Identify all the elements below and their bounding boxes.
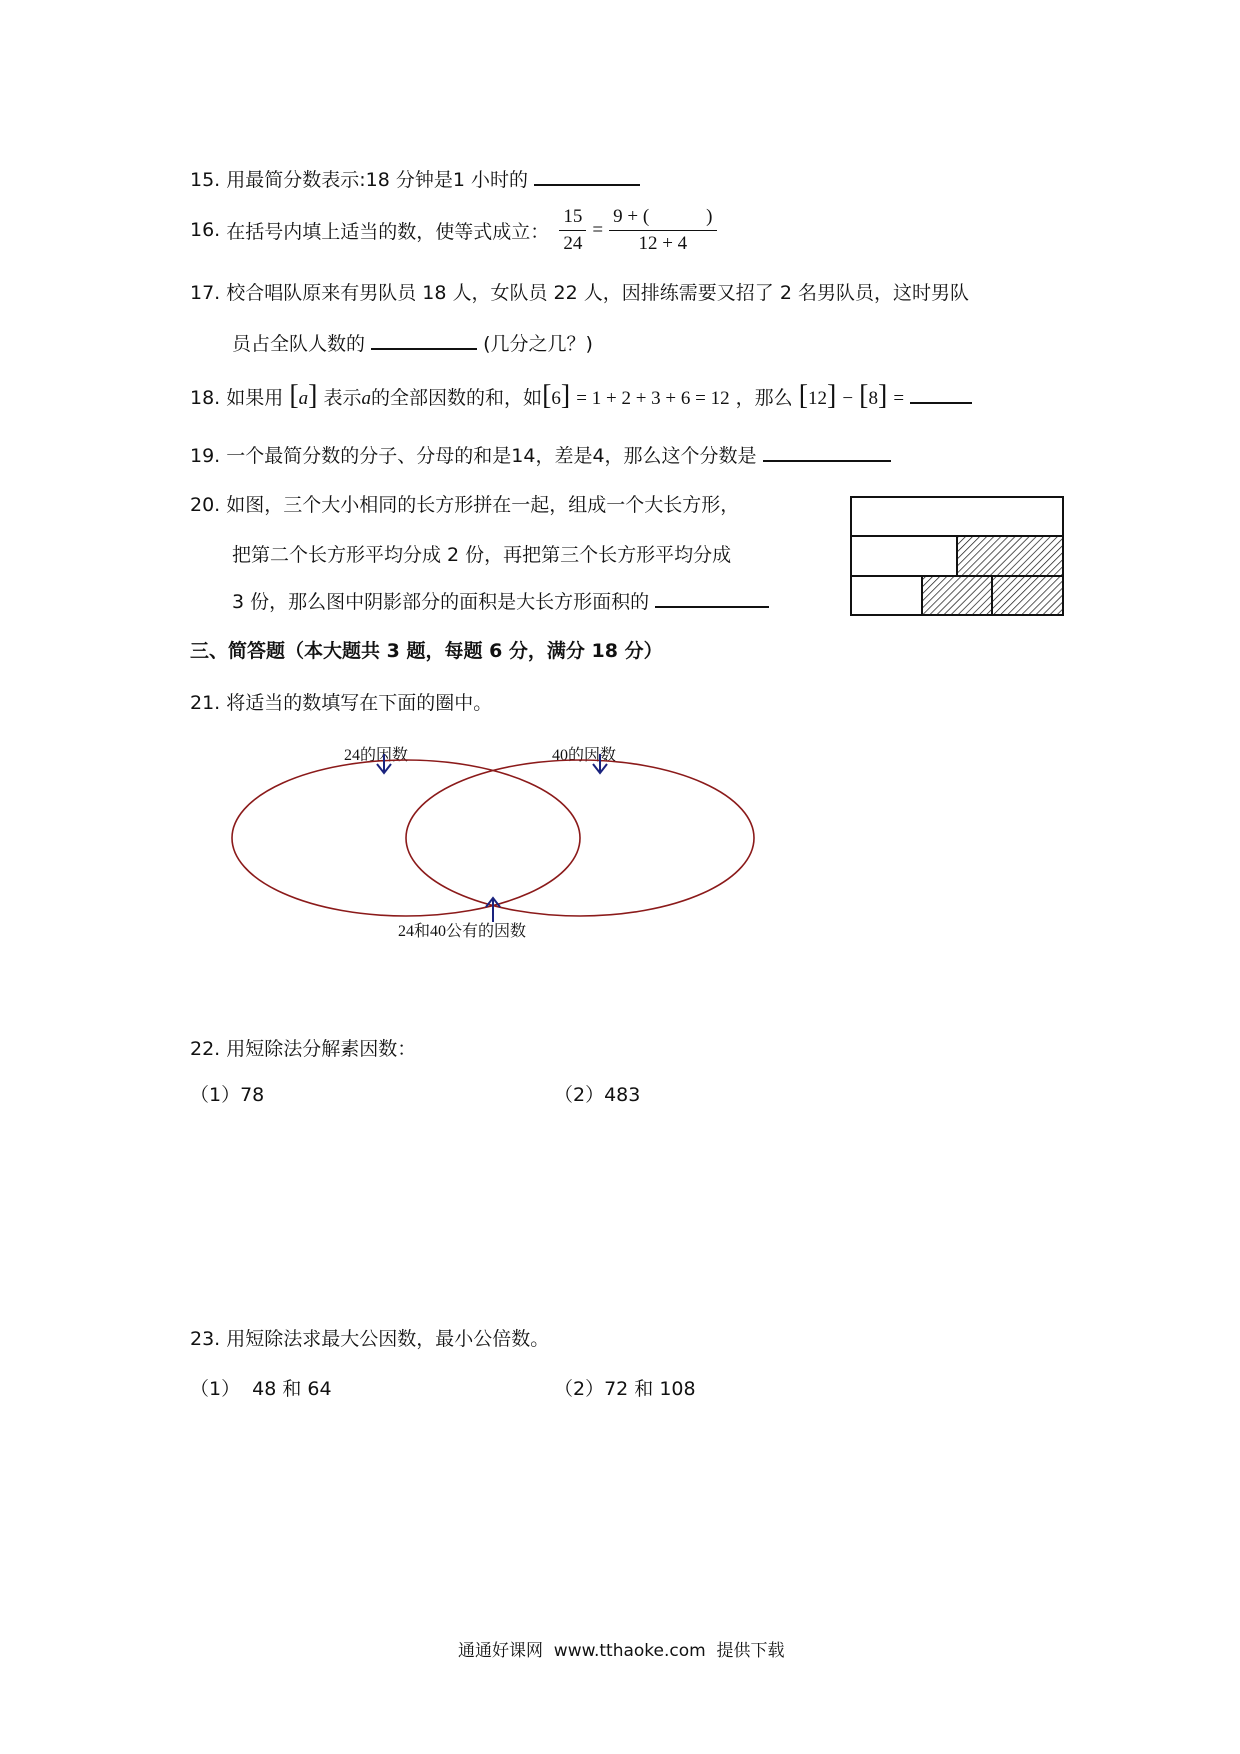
- minus-sign: −: [842, 388, 854, 409]
- question-22: [190, 1034, 416, 1061]
- right-bracket: ]: [560, 380, 571, 411]
- venn-label-bottom: 24和40公有的因数: [398, 923, 527, 940]
- answer-blank[interactable]: [910, 382, 972, 404]
- arrow-down-icon: [593, 754, 607, 773]
- question-text: 用最简分数表示:18 分钟是1 小时的: [226, 169, 529, 191]
- question-text-hint: (几分之几？): [483, 333, 593, 355]
- left-bracket: [: [542, 380, 552, 411]
- bracket-value: 8: [868, 388, 878, 409]
- fraction-denominator: 24: [563, 233, 583, 254]
- answer-blank[interactable]: [371, 328, 477, 350]
- question-21: [190, 688, 492, 715]
- answer-blank[interactable]: [763, 440, 891, 462]
- question-18: [190, 380, 972, 412]
- section-title: 三、简答题（本大题共 3 题，每题 6 分，满分 18 分）: [190, 640, 663, 662]
- fraction-right: [609, 204, 716, 257]
- question-number: 22.: [190, 1038, 221, 1060]
- rectangles-figure: [850, 496, 1066, 618]
- question-number: 20.: [190, 494, 221, 516]
- question-text: 如果用: [226, 387, 284, 409]
- question-text: 表示: [323, 387, 362, 409]
- question-number: 21.: [190, 692, 221, 714]
- arrow-down-icon: [377, 754, 391, 773]
- question-text: 的全部因数的和，如: [371, 387, 543, 409]
- shaded-half: [957, 536, 1063, 576]
- bracket-value: 12: [808, 388, 828, 409]
- fraction-denominator: 12 + 4: [638, 233, 688, 254]
- question-text: 一个最简分数的分子、分母的和是14，差是4，那么这个分数是: [226, 445, 757, 467]
- left-bracket: [: [859, 380, 869, 411]
- venn-label-right: 40的因数: [552, 747, 617, 764]
- question-number: 17.: [190, 282, 221, 304]
- question-22-part1: （1）78: [190, 1084, 265, 1106]
- question-17-line2: [232, 328, 593, 356]
- equals-sign: =: [592, 219, 604, 241]
- left-bracket: [: [798, 380, 809, 411]
- question-number: 18.: [190, 387, 221, 409]
- question-number: 19.: [190, 445, 221, 467]
- answer-blank[interactable]: [655, 586, 769, 608]
- question-number: 23.: [190, 1328, 221, 1350]
- question-number: 15.: [190, 169, 221, 191]
- variable-a: a: [361, 388, 372, 409]
- right-bracket: ]: [308, 380, 318, 411]
- question-19: [190, 440, 891, 468]
- question-text: 将适当的数填写在下面的圈中。: [226, 692, 493, 714]
- question-text-line1: 如图，三个大小相同的长方形拼在一起，组成一个大长方形，: [226, 494, 740, 516]
- equals-sign: =: [893, 388, 905, 409]
- question-text-line2: 员占全队人数的: [232, 333, 366, 355]
- arrow-up-icon: [486, 898, 500, 922]
- question-text: ，那么: [735, 387, 793, 409]
- expression: = 1 + 2 + 3 + 6 = 12: [576, 388, 730, 409]
- question-20-line3: [232, 586, 769, 614]
- question-text: 用短除法求最大公因数，最小公倍数。: [226, 1328, 550, 1350]
- fraction-numerator: 15: [559, 204, 586, 231]
- venn-label-left: 24的因数: [344, 747, 409, 764]
- question-22-part2: （2）483: [554, 1084, 641, 1106]
- question-20-line2: 把第二个长方形平均分成 2 份，再把第三个长方形平均分成: [232, 544, 732, 566]
- question-23-part1: （1） 48 和 64: [190, 1378, 332, 1400]
- question-text: 用短除法分解素因数：: [226, 1038, 417, 1060]
- answer-blank[interactable]: [534, 164, 640, 186]
- variable-a: a: [298, 388, 309, 409]
- right-bracket: ]: [827, 380, 837, 411]
- question-text: 在括号内填上适当的数，使等式成立：: [226, 221, 550, 243]
- footer-credit: 通通好课网 www.tthaoke.com 提供下载: [458, 1641, 785, 1661]
- fraction-left: [559, 204, 586, 257]
- question-number: 16.: [190, 219, 221, 241]
- question-16: [190, 204, 717, 257]
- bracket-value: 6: [551, 388, 561, 409]
- question-17: [190, 278, 969, 305]
- question-text-line3: 3 份，那么图中阴影部分的面积是大长方形面积的: [232, 591, 650, 613]
- question-23-part2: （2）72 和 108: [554, 1378, 696, 1400]
- question-15: [190, 164, 640, 192]
- fraction-numerator[interactable]: 9 + ( ): [609, 204, 716, 231]
- venn-diagram: [230, 754, 770, 922]
- left-bracket: [: [289, 380, 299, 411]
- question-text-line1: 校合唱队原来有男队员 18 人，女队员 22 人，因排练需要又招了 2 名男队员，这时男队: [226, 282, 969, 304]
- question-23: [190, 1324, 549, 1351]
- shaded-third: [922, 576, 992, 615]
- shaded-third: [992, 576, 1063, 615]
- right-bracket: ]: [878, 380, 888, 411]
- question-20: [190, 490, 739, 517]
